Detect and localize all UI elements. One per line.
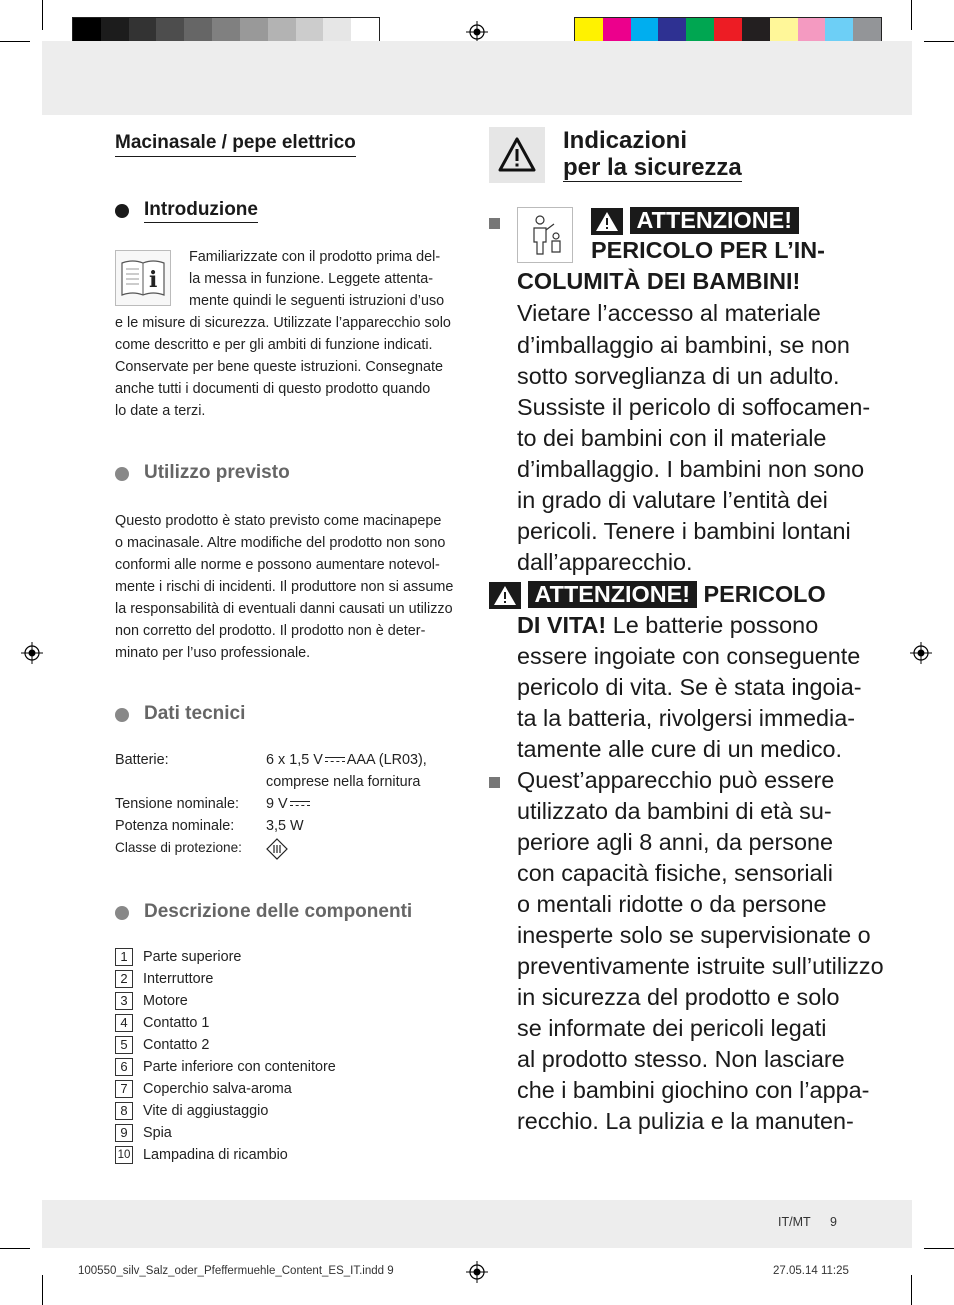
component-item	[115, 1056, 336, 1078]
component-label: Contatto 1	[143, 1015, 210, 1031]
text-line: Questo prodotto è stato previsto come macinapepe	[115, 513, 442, 529]
tech-voltage-label: Tensione nominale:	[115, 796, 239, 812]
text-line: la messa in funzione. Leggete attenta-	[189, 271, 434, 287]
bullet-square	[489, 777, 500, 788]
text-line: sotto sorveglianza di un adulto.	[517, 363, 840, 389]
component-item	[115, 1034, 209, 1056]
bullet-dot	[115, 708, 129, 722]
text-line: con capacità fisiche, sensoriali	[517, 860, 833, 886]
tech-batteries-label: Batterie:	[115, 752, 169, 768]
dc-symbol-icon	[290, 800, 310, 808]
intended-use-text	[115, 510, 453, 664]
text-line: mente i rischi di incidenti. Il produttore non si assume	[115, 579, 454, 595]
attention-label: ATTENZIONE!	[528, 581, 698, 608]
warning-line	[591, 205, 799, 236]
text: Le batterie possono	[606, 612, 819, 638]
text-line: e le misure di sicurezza. Utilizzate l’apparecchio solo	[115, 315, 451, 331]
registration-mark-icon	[910, 642, 932, 664]
warning-title: COLUMITÀ DEI BAMBINI!	[517, 268, 801, 294]
component-number: 8	[115, 1102, 133, 1120]
text-line: minato per l’uso professionale.	[115, 645, 311, 661]
text-line: o mentali ridotte o da persone	[517, 891, 827, 917]
tech-voltage-value	[266, 793, 312, 815]
text-line: inesperte solo se supervisionate o	[517, 922, 871, 948]
child-warning-icon	[517, 207, 573, 263]
warning-line	[489, 579, 826, 610]
text-line: d’imballaggio. I bambini non sono	[517, 456, 865, 482]
component-number: 3	[115, 992, 133, 1010]
warning-triangle-icon	[489, 127, 545, 183]
crop-mark	[42, 1275, 43, 1305]
warning-triangle-icon	[489, 582, 521, 609]
component-item	[115, 946, 241, 968]
text-line: Sussiste il pericolo di soffocamen-	[517, 394, 871, 420]
crop-mark	[911, 0, 912, 30]
component-label: Contatto 2	[143, 1037, 210, 1053]
warning-title: PERICOLO	[703, 581, 826, 607]
component-number: 1	[115, 948, 133, 966]
component-label: Spia	[143, 1125, 172, 1141]
text-line: anche tutti i documenti di questo prodotto quando	[115, 381, 431, 397]
crop-mark	[924, 1248, 954, 1249]
text-line: pericoli. Tenere i bambini lontani	[517, 518, 851, 544]
section-heading: Dati tecnici	[144, 703, 246, 724]
text-line: recchio. La pulizia e la manuten-	[517, 1108, 854, 1134]
text-line: in sicurezza del prodotto e solo	[517, 984, 840, 1010]
component-number: 5	[115, 1036, 133, 1054]
component-number: 9	[115, 1124, 133, 1142]
component-item	[115, 1144, 288, 1166]
dc-symbol-icon	[325, 756, 345, 764]
text-line: la responsabilità di eventuali danni causati un utilizzo	[115, 601, 453, 617]
text-line: pericolo di vita. Se è stata ingoia-	[517, 674, 862, 700]
component-item	[115, 968, 213, 990]
text-line: dall’apparecchio.	[517, 549, 693, 575]
print-date: 27.05.14 11:25	[773, 1265, 849, 1277]
text-line: d’imballaggio ai bambini, se non	[517, 332, 850, 358]
text-line: mente quindi le seguenti istruzioni d’uso	[189, 293, 445, 309]
tech-power-label: Potenza nominale:	[115, 818, 235, 834]
component-number: 7	[115, 1080, 133, 1098]
section-heading: Introduzione	[144, 199, 258, 223]
text-line: Quest’apparecchio può essere	[517, 767, 835, 793]
text-line: to dei bambini con il materiale	[517, 425, 827, 451]
attention-label: ATTENZIONE!	[630, 207, 800, 234]
text-line: periore agli 8 anni, da persone	[517, 829, 833, 855]
section-intended-use	[115, 462, 290, 485]
tech-batteries-value	[266, 749, 427, 771]
bullet-dot	[115, 204, 129, 218]
safety-heading-line1: Indicazioni	[563, 127, 688, 154]
text-line: preventivamente istruite sull’utilizzo	[517, 953, 884, 979]
text-line: tamente alle cure di un medico.	[517, 736, 843, 762]
section-introduction	[115, 199, 258, 223]
warning-title: DI VITA!	[517, 612, 607, 638]
text-line: lo date a terzi.	[115, 403, 206, 419]
text-line: Familiarizzate con il prodotto prima del-	[189, 249, 441, 265]
component-item	[115, 1100, 268, 1122]
section-components	[115, 901, 412, 924]
tech-class-label: Classe di protezione:	[115, 840, 242, 855]
component-item	[115, 1012, 209, 1034]
registration-mark-icon	[466, 1261, 488, 1283]
component-item	[115, 1078, 292, 1100]
text-line: o macinasale. Altre modifiche del prodotto non sono	[115, 535, 446, 551]
registration-mark-icon	[21, 642, 43, 664]
section-technical-data	[115, 703, 245, 726]
warning-line	[517, 266, 800, 297]
bullet-dot	[115, 906, 129, 920]
text-line: se informate dei pericoli legati	[517, 1015, 827, 1041]
component-label: Interruttore	[143, 971, 214, 987]
component-number: 10	[115, 1146, 133, 1164]
text-line: conformi alle norme e possono aumentare notevol-	[115, 557, 440, 573]
component-label: Parte superiore	[143, 949, 242, 965]
protection-class-iii-icon	[266, 838, 288, 860]
section-heading: Utilizzo previsto	[144, 462, 290, 483]
component-item	[115, 990, 188, 1012]
text-line: al prodotto stesso. Non lasciare	[517, 1046, 845, 1072]
text-line: come descritto e per gli ambiti di funzione indicati.	[115, 337, 433, 353]
component-label: Vite di aggiustaggio	[143, 1103, 269, 1119]
crop-mark	[911, 1275, 912, 1305]
safety-heading-line2: per la sicurezza	[563, 154, 742, 181]
intro-text	[115, 312, 451, 422]
text-line: utilizzato da bambini di età su-	[517, 798, 832, 824]
text-line: essere ingoiate con conseguente	[517, 643, 861, 669]
component-number: 2	[115, 970, 133, 988]
bullet-square	[489, 218, 500, 229]
text: AAA (LR03),	[346, 752, 427, 768]
page-number: 9	[830, 1215, 837, 1229]
warning-title: PERICOLO PER L’IN-	[591, 237, 825, 263]
tech-power-value: 3,5 W	[266, 818, 304, 834]
file-name: 100550_silv_Salz_oder_Pfeffermuehle_Content_ES_IT.indd 9	[78, 1265, 394, 1277]
intro-text-narrow	[189, 246, 444, 312]
component-label: Lampadina di ricambio	[143, 1147, 288, 1163]
text-line: ta la batteria, rivolgersi immedia-	[517, 705, 855, 731]
text: 6 x 1,5 V	[266, 752, 323, 768]
tech-batteries-note: comprese nella fornitura	[266, 774, 421, 790]
warning-line	[591, 235, 825, 266]
page-title: Macinasale / pepe elettrico	[115, 132, 356, 157]
warning-line	[517, 610, 818, 641]
text-line: che i bambini giochino con l’appa-	[517, 1077, 870, 1103]
crop-mark	[0, 1248, 30, 1249]
language-code: IT/MT	[778, 1215, 811, 1229]
info-book-icon	[115, 250, 171, 306]
text-line: non corretto del prodotto. Il prodotto non è deter-	[115, 623, 426, 639]
svg-text:i: i	[149, 267, 158, 293]
warning-triangle-icon	[591, 208, 623, 235]
bullet-dot	[115, 467, 129, 481]
text-line: Conservate per bene queste istruzioni. Consegnate	[115, 359, 443, 375]
crop-mark	[924, 41, 954, 42]
component-label: Coperchio salva-aroma	[143, 1081, 292, 1097]
section-heading: Descrizione delle componenti	[144, 901, 413, 922]
header-band	[42, 41, 912, 115]
crop-mark	[42, 0, 43, 30]
text: 9 V	[266, 796, 288, 812]
component-number: 6	[115, 1058, 133, 1076]
registration-mark-icon	[466, 21, 488, 43]
text-line: in grado di valutare l’entità dei	[517, 487, 828, 513]
crop-mark	[0, 41, 30, 42]
component-label: Motore	[143, 993, 188, 1009]
text-line: Vietare l’accesso al materiale	[517, 300, 821, 326]
component-label: Parte inferiore con contenitore	[143, 1059, 336, 1075]
component-item	[115, 1122, 172, 1144]
component-number: 4	[115, 1014, 133, 1032]
